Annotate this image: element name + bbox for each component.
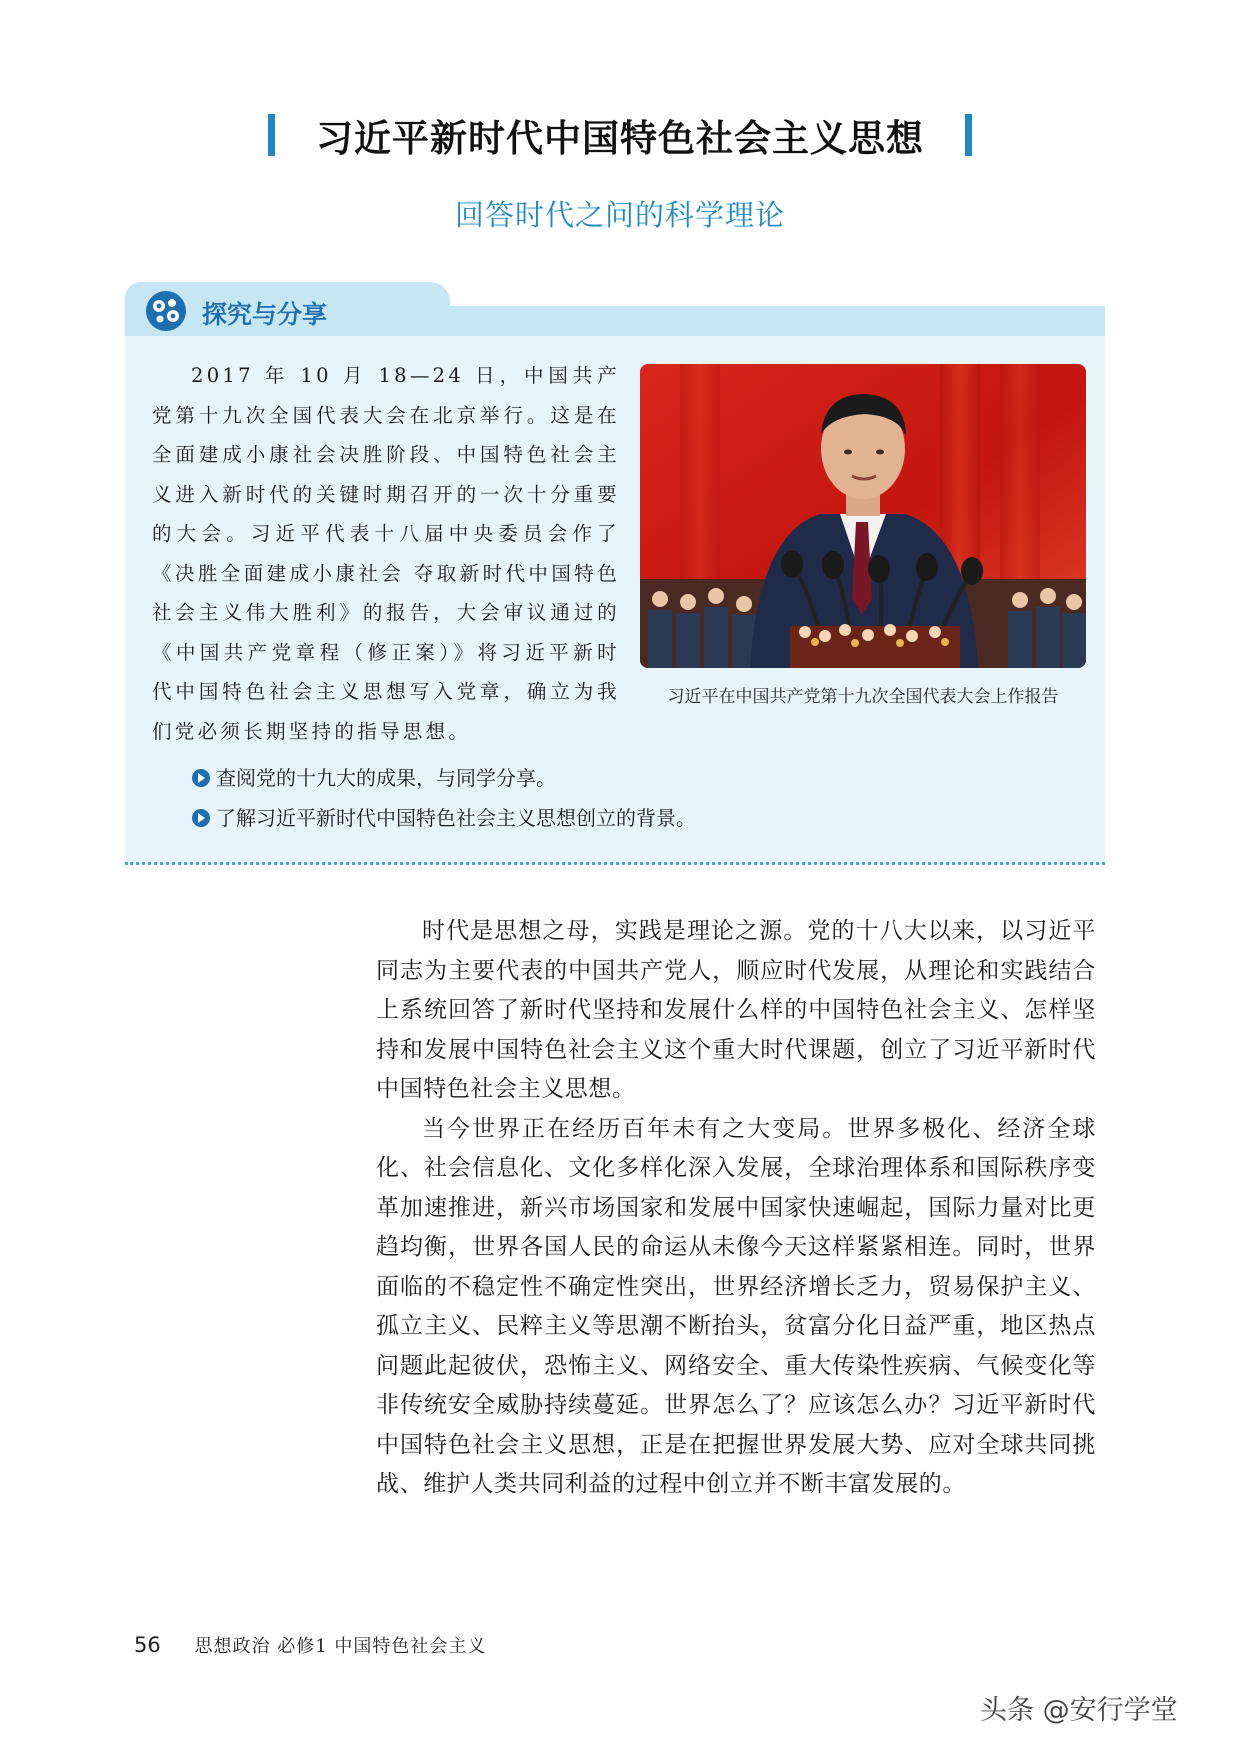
page-number: 56 xyxy=(134,1633,161,1657)
title-row xyxy=(0,108,1240,162)
explore-label: 探究与分享 xyxy=(202,300,328,329)
body-paragraph: 当今世界正在经历百年未有之大变局。世界多极化、经济全球化、社会信息化、文化多样化深入发展，全球治理体系和国际秩序变革加速推进，新兴市场国家和发展中国家快速崛起，国际力量对比更趋均衡，世界各国人民的命运从未像今天这样紧紧相连。同时，世界面临的不稳定性不确定性突出，世界经济增长乏力，贸易保护主义、孤立主义、民粹主义等思潮不断抬头，贫富分化日益严重，地区热点问题此起彼伏，恐怖主义、网络安全、重大传染性疾病、气候变化等非传统安全威胁持续蔓延。世界怎么了？应该怎么办？习近平新时代中国特色社会主义思想，正是在把握世界发展大势、应对全球共同挑战、维护人类共同利益的过程中创立并不断丰富发展的。 xyxy=(376,1115,1096,1497)
arrow-bullet-icon xyxy=(192,769,210,787)
task-list xyxy=(192,758,696,838)
watermark: 头条 @安行学堂 xyxy=(980,1695,1178,1726)
congress-photo xyxy=(640,364,1086,668)
body-paragraph: 时代是思想之母，实践是理论之源。党的十八大以来，以习近平同志为主要代表的中国共产党人，顺应时代发展，从理论和实践结合上系统回答了新时代坚持和发展什么样的中国特色社会主义、怎样坚持和发展中国特色社会主义这个重大时代课题，创立了习近平新时代中国特色社会主义思想。 xyxy=(376,918,1096,1102)
photo-caption: 习近平在中国共产党第十九次全国代表大会上作报告 xyxy=(667,687,1059,707)
explore-share-icon xyxy=(145,290,187,332)
task-text: 了解习近平新时代中国特色社会主义思想创立的背景。 xyxy=(216,806,696,830)
task-item xyxy=(192,798,696,838)
explore-paragraph: 2017 年 10 月 18—24 日，中国共产党第十九次全国代表大会在北京举行。这是在全面建成小康社会决胜阶段、中国特色社会主义进入新时代的关键时期召开的一次十分重要的大会。习近平代表十八届中央委员会作了《决胜全面建成小康社会 夺取新时代中国特色社会主义伟大胜利》的报告，大会审议通过的《中国共产党章程（修正案）》将习近平新时代中国特色社会主义思想写入党章，确立为我们党必须长期坚持的指导思想。 xyxy=(152,364,620,743)
page-title: 习近平新时代中国特色社会主义思想 xyxy=(316,117,924,160)
task-text: 查阅党的十九大的成果，与同学分享。 xyxy=(216,766,556,790)
section-divider xyxy=(125,862,1105,865)
arrow-bullet-icon xyxy=(192,809,210,827)
task-item xyxy=(192,758,696,798)
speaker-image xyxy=(640,364,1086,668)
page-subtitle: 回答时代之问的科学理论 xyxy=(454,198,785,232)
title-bar-right xyxy=(965,114,972,156)
body-text xyxy=(376,912,1096,1505)
book-title: 思想政治 必修1 中国特色社会主义 xyxy=(194,1636,487,1657)
title-bar-left xyxy=(268,114,275,156)
page-footer xyxy=(134,1632,486,1658)
